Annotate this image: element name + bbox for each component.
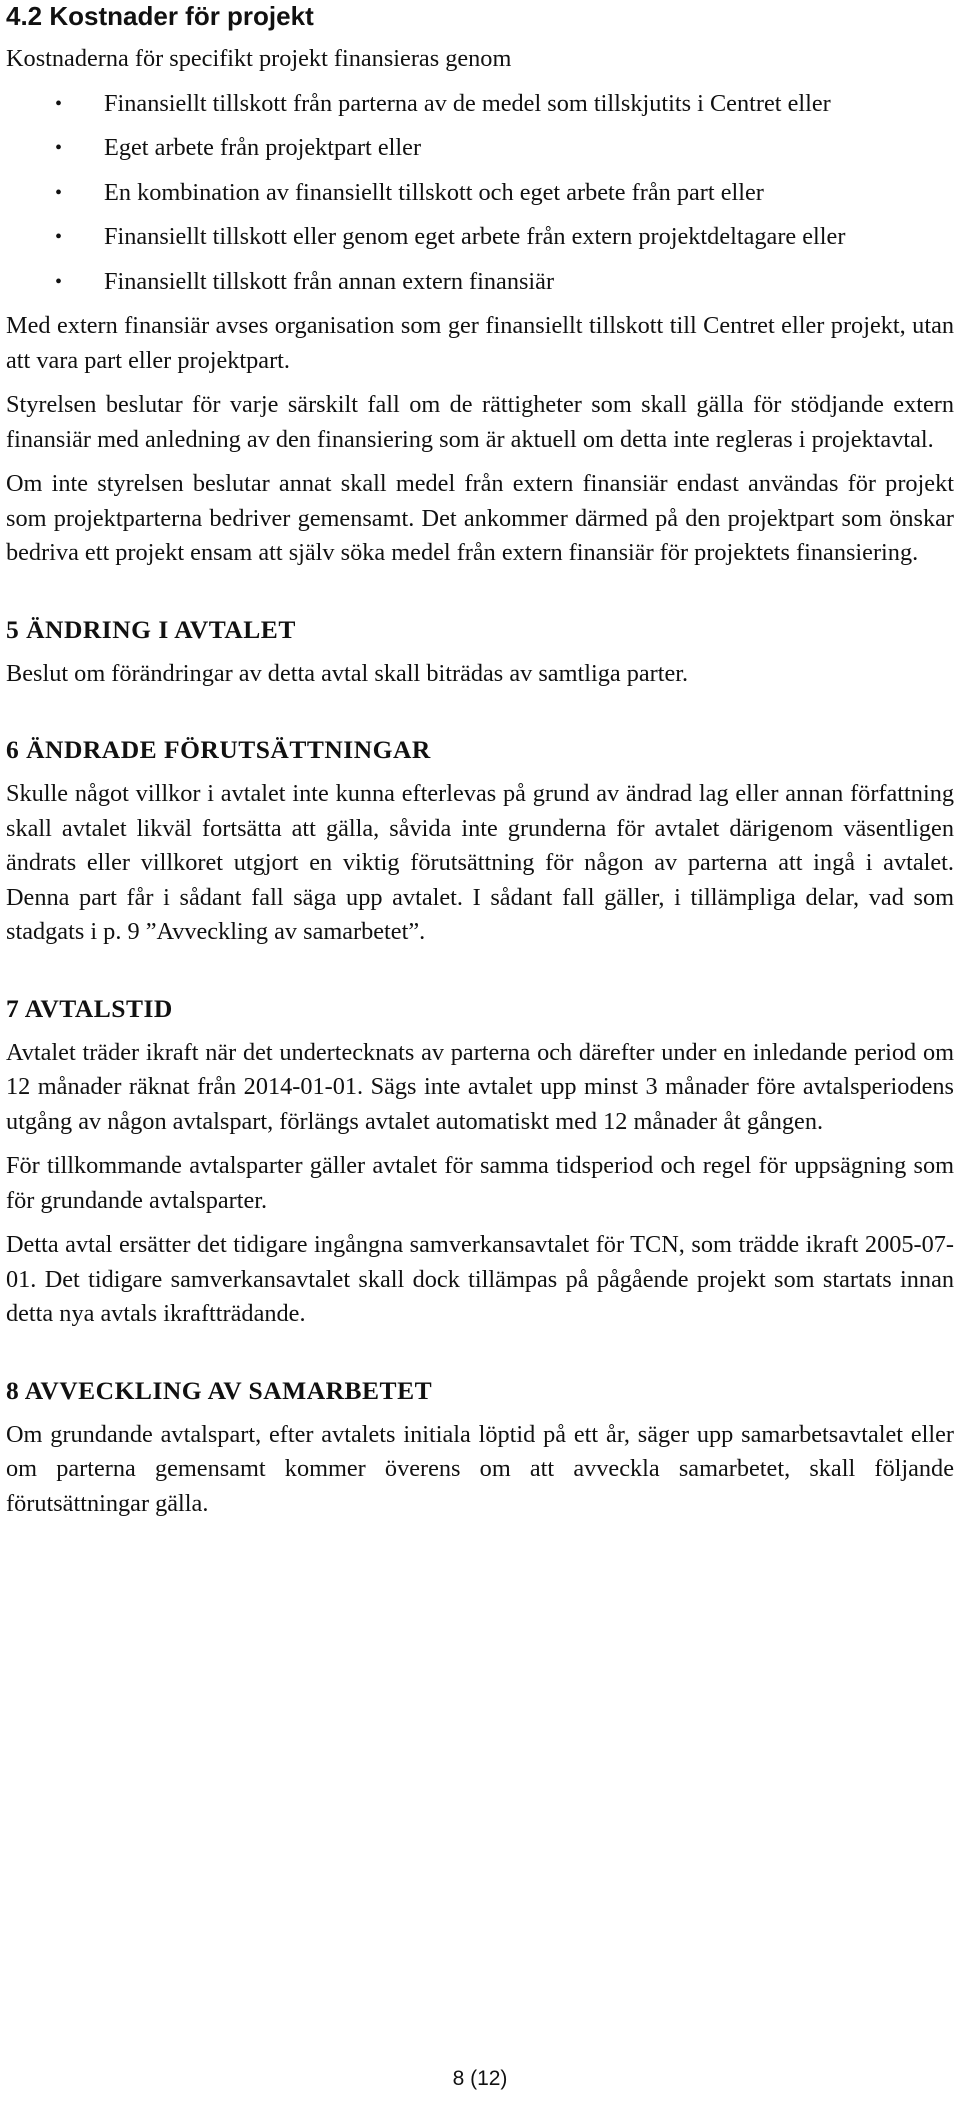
list-item-text: En kombination av finansiellt tillskott och eget arbete från part eller [104, 178, 764, 206]
intro-paragraph: Kostnaderna för specifikt projekt finansieras genom [6, 45, 512, 72]
section-7-paragraph-1: Avtalet träder ikraft när det undertecknats av parterna och därefter under en inledande period om 12 månader räknat från 2014-01-01. Sägs inte avtalet upp minst 3 månader före avtalsperiodens utgång av någon avtalspart, förlängs avtalet automatiskt med 12 månader åt gången. [6, 1038, 954, 1135]
paragraph-extern-finansiar: Med extern finansiär avses organisation som ger finansiellt tillskott till Centret eller projekt, utan att vara part eller projektpart. [6, 312, 954, 374]
page-content [6, 0, 954, 1521]
section-7-paragraph-3: Detta avtal ersätter det tidigare ingångna samverkansavtalet för TCN, som trädde ikraft 2005-07-01. Det tidigare samverkansavtalet skall dock tillämpas på pågående projekt som startats innan detta nya avtals ikraftträdande. [6, 1231, 954, 1327]
bullet-icon: • [55, 92, 63, 115]
list-item [6, 265, 954, 300]
section-heading-5: 5 ÄNDRING I AVTALET [6, 614, 296, 644]
bullet-icon: • [55, 270, 63, 293]
section-heading-8: 8 AVVECKLING AV SAMARBETET [6, 1375, 433, 1405]
paragraph-styrelsen: Styrelsen beslutar för varje särskilt fall om de rättigheter som skall gälla för stödjande extern finansiär med anledning av den finansiering som är aktuell om detta inte regleras i projektavtal. [6, 391, 954, 453]
list-item-text: Finansiellt tillskott från annan extern finansiär [104, 267, 555, 295]
list-item-text: Finansiellt tillskott från parterna av de medel som tillskjutits i Centret eller [104, 89, 831, 117]
section-heading-6: 6 ÄNDRADE FÖRUTSÄTTNINGAR [6, 735, 431, 764]
section-5-paragraph: Beslut om förändringar av detta avtal skall biträdas av samtliga parter. [6, 659, 689, 687]
funding-bullet-list [6, 87, 954, 300]
list-item [6, 176, 954, 211]
list-item [6, 131, 954, 166]
subsection-heading-4-2: 4.2 Kostnader för projekt [6, 1, 314, 31]
section-6-paragraph: Skulle något villkor i avtalet inte kunna efterlevas på grund av ändrad lag eller annan författning skall avtalet likväl fortsätta att gälla, såvida inte grunderna för avtalet därigenom väsentligen ändrats eller villkoret utgjort en viktig förutsättning för någon av parterna att ingå i avtalet. Denna part får i sådant fall säga upp avtalet. I sådant fall gäller, i tillämpliga delar, vad som stadgats i p. 9 ”Avveckling av samarbetet”. [6, 780, 954, 945]
section-heading-7: 7 AVTALSTID [6, 993, 173, 1023]
list-item-text: Finansiellt tillskott eller genom eget arbete från extern projektdeltagare eller [104, 223, 846, 250]
list-item [6, 87, 954, 122]
bullet-icon: • [55, 137, 63, 159]
list-item-text: Eget arbete från projektpart eller [104, 134, 422, 161]
bullet-icon: • [55, 181, 63, 204]
page-number: 8 (12) [452, 2067, 508, 2090]
bullet-icon: • [55, 226, 63, 248]
section-8-paragraph: Om grundande avtalspart, efter avtalets initiala löptid på ett år, säger upp samarbetsavtalet eller om parterna gemensamt kommer överens om att avveckla samarbetet, skall följande förutsättningar gälla. [6, 1420, 954, 1517]
paragraph-medel: Om inte styrelsen beslutar annat skall medel från extern finansiär endast användas för projekt som projektparterna bedriver gemensamt. Det ankommer därmed på den projektpart som önskar bedriva ett projekt ensam att själv söka medel från extern finansiär för projektets finansiering. [6, 470, 954, 566]
section-7-paragraph-2: För tillkommande avtalsparter gäller avtalet för samma tidsperiod och regel för uppsägning som för grundande avtalsparter. [6, 1152, 954, 1214]
list-item [6, 220, 954, 255]
